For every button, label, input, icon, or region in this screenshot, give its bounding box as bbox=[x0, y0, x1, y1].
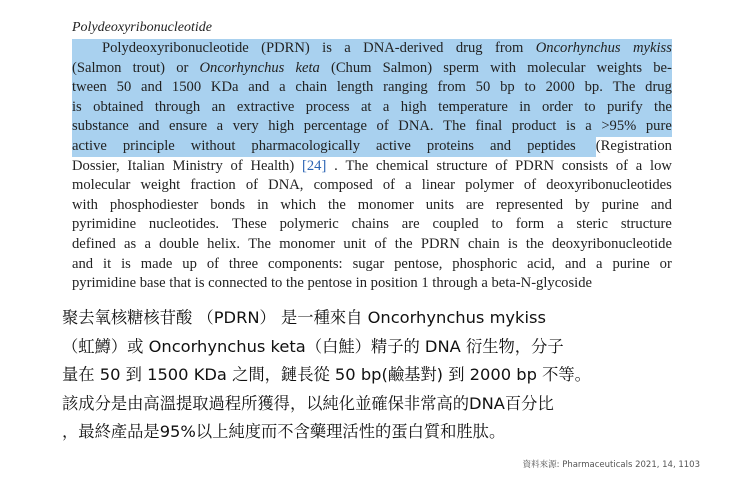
word: polymeric bbox=[279, 216, 339, 233]
word: unit bbox=[343, 235, 367, 252]
word: high bbox=[400, 98, 427, 115]
word: is bbox=[565, 118, 576, 135]
word: sperm bbox=[443, 59, 479, 76]
word: keta bbox=[295, 59, 320, 76]
word: temperature bbox=[438, 98, 508, 115]
text-line bbox=[72, 157, 672, 177]
word: are bbox=[466, 196, 484, 213]
word: be- bbox=[653, 59, 672, 76]
word: phosphodiester bbox=[109, 196, 199, 213]
word: structure bbox=[620, 216, 672, 233]
word: coupled bbox=[432, 216, 479, 233]
word: (Salmon bbox=[72, 59, 122, 76]
highlighted-text-line bbox=[72, 39, 672, 59]
word: the bbox=[654, 98, 672, 115]
text-line bbox=[72, 235, 672, 255]
word: a bbox=[344, 40, 351, 56]
word: PDRN bbox=[515, 157, 555, 174]
word: or bbox=[176, 59, 189, 76]
word: molecular bbox=[527, 59, 586, 76]
word: consists bbox=[561, 157, 609, 174]
word: and bbox=[248, 79, 270, 96]
excerpt-paragraph bbox=[72, 39, 672, 294]
word: a bbox=[216, 118, 224, 135]
word: trout) bbox=[132, 59, 166, 76]
word: pharmacologically bbox=[251, 137, 361, 154]
word: the bbox=[328, 196, 346, 213]
word: the bbox=[394, 235, 413, 252]
word: pyrimidine bbox=[72, 216, 137, 233]
word: form bbox=[515, 216, 545, 233]
chinese-translation bbox=[62, 304, 702, 447]
word: These bbox=[231, 216, 267, 233]
word: peptides bbox=[527, 137, 576, 154]
word: 1500 bbox=[171, 79, 202, 96]
word: without bbox=[190, 137, 236, 154]
word: from bbox=[494, 40, 524, 56]
word: Salmon) bbox=[382, 59, 433, 76]
word: phosphoric bbox=[452, 255, 518, 272]
word: of bbox=[206, 255, 219, 272]
text-line bbox=[72, 255, 672, 275]
word: and bbox=[141, 79, 163, 96]
word: of bbox=[615, 157, 629, 174]
word: Health) bbox=[250, 157, 295, 174]
word: Oncorhynchus bbox=[535, 40, 621, 56]
word: three bbox=[228, 255, 259, 272]
highlighted-text-line bbox=[72, 137, 672, 157]
word: of bbox=[376, 118, 389, 135]
word: very bbox=[232, 118, 259, 135]
word: fraction bbox=[190, 177, 236, 194]
word: a bbox=[635, 157, 643, 174]
word: is bbox=[72, 98, 82, 115]
word: obtained bbox=[93, 98, 144, 115]
highlighted-text-line bbox=[72, 59, 672, 79]
word: DNA-derived bbox=[363, 40, 444, 56]
word: through bbox=[154, 98, 201, 115]
source-citation: 資料來源: Pharmaceuticals 2021, 14, 1103 bbox=[522, 460, 700, 470]
word: active bbox=[376, 137, 411, 154]
highlighted-text-line bbox=[72, 117, 672, 137]
word: of bbox=[230, 157, 243, 174]
highlighted-text-line bbox=[72, 78, 672, 98]
word: of bbox=[382, 177, 396, 194]
word: to bbox=[524, 79, 536, 96]
word: The bbox=[612, 79, 636, 96]
word: Polydeoxyribonucleotide bbox=[102, 40, 249, 56]
word: purine bbox=[601, 196, 639, 213]
word: percentage bbox=[303, 118, 367, 135]
reference-link[interactable]: [24] bbox=[301, 157, 327, 174]
word: a bbox=[585, 118, 592, 135]
word: which bbox=[280, 196, 317, 213]
word: nucleotides. bbox=[148, 216, 220, 233]
word: a bbox=[596, 255, 603, 272]
word: chemical bbox=[375, 157, 429, 174]
word: in bbox=[257, 196, 269, 213]
word: in bbox=[519, 98, 531, 115]
word: Ministry bbox=[172, 157, 223, 174]
word: by bbox=[575, 196, 590, 213]
word: process bbox=[305, 98, 350, 115]
word: linear bbox=[421, 177, 456, 194]
word: substance bbox=[72, 118, 129, 135]
word: of bbox=[523, 177, 537, 194]
word: Oncorhynchus bbox=[199, 59, 285, 76]
word: at bbox=[360, 98, 372, 115]
word: 2000 bbox=[545, 79, 575, 96]
word: tween bbox=[72, 79, 107, 96]
word: pyrimidine base that is connected to the pentose in position 1 through a beta-N-glycoside bbox=[72, 275, 592, 292]
word: chains bbox=[351, 216, 389, 233]
word: structure bbox=[436, 157, 488, 174]
word: is bbox=[322, 40, 332, 56]
word: DNA, bbox=[268, 177, 304, 194]
word: of bbox=[495, 157, 508, 174]
word: a bbox=[382, 98, 390, 115]
word: The bbox=[443, 118, 466, 135]
word: drug bbox=[455, 40, 483, 56]
word: deoxyribonucleotides bbox=[546, 177, 672, 194]
word: represented bbox=[495, 196, 564, 213]
word: purine bbox=[612, 255, 650, 272]
word: The bbox=[248, 235, 271, 252]
word: it bbox=[103, 255, 112, 272]
word: mykiss bbox=[632, 40, 672, 56]
word: polymer bbox=[465, 177, 514, 194]
word: low bbox=[650, 157, 672, 174]
word: or bbox=[659, 255, 672, 272]
word: bp bbox=[500, 79, 515, 96]
word: monomer bbox=[279, 235, 336, 252]
word: principle bbox=[122, 137, 175, 154]
word: double bbox=[159, 235, 199, 252]
word: bonds bbox=[210, 196, 246, 213]
word: a bbox=[405, 177, 412, 194]
word: drug bbox=[645, 79, 672, 96]
word: deoxyribonucleotide bbox=[551, 235, 672, 252]
word: helix. bbox=[207, 235, 240, 252]
word: Italian bbox=[127, 157, 165, 174]
word: DNA. bbox=[398, 118, 434, 135]
word: KDa bbox=[210, 79, 239, 96]
word: chain bbox=[468, 235, 500, 252]
word: a bbox=[279, 79, 286, 96]
word: bp. bbox=[584, 79, 603, 96]
word: is bbox=[121, 255, 131, 272]
word: length bbox=[336, 79, 374, 96]
word: (Chum bbox=[330, 59, 372, 76]
word: and bbox=[138, 118, 160, 135]
word: as bbox=[124, 235, 137, 252]
word: >95% bbox=[601, 118, 637, 135]
text-line bbox=[72, 274, 672, 294]
word: of bbox=[374, 235, 387, 252]
word: made bbox=[140, 255, 173, 272]
word: are bbox=[401, 216, 420, 233]
word: sugar bbox=[352, 255, 385, 272]
word: extractive bbox=[236, 98, 295, 115]
word: (PDRN) bbox=[261, 40, 310, 56]
word: 50 bbox=[116, 79, 132, 96]
word: proteins bbox=[426, 137, 474, 154]
word: 50 bbox=[475, 79, 491, 96]
word: defined bbox=[72, 235, 116, 252]
section-title: Polydeoxyribonucleotide bbox=[72, 20, 212, 35]
word: to bbox=[491, 216, 503, 233]
word: composed bbox=[313, 177, 373, 194]
word: pentose, bbox=[394, 255, 443, 272]
word: chain bbox=[295, 79, 328, 96]
word: product bbox=[511, 118, 557, 135]
word: molecular bbox=[72, 177, 131, 194]
word: Dossier, bbox=[72, 157, 120, 174]
word: weights bbox=[596, 59, 643, 76]
word: weight bbox=[140, 177, 181, 194]
word: units bbox=[425, 196, 455, 213]
word: The bbox=[345, 157, 369, 174]
text-line bbox=[72, 176, 672, 196]
word: active bbox=[72, 137, 107, 154]
word: ranging bbox=[383, 79, 428, 96]
word: high bbox=[268, 118, 295, 135]
word: with bbox=[72, 196, 98, 213]
word: up bbox=[182, 255, 197, 272]
word: acid, bbox=[527, 255, 556, 272]
word: is bbox=[507, 235, 518, 252]
word: pure bbox=[645, 118, 672, 135]
translation-line: 量在 50 到 1500 KDa 之間，鏈長從 50 bp(鹼基對) 到 2000 bp 不等。 bbox=[62, 365, 591, 385]
translation-line: 該成分是由高溫提取過程所獲得，以純化並確保非常高的DNA百分比 bbox=[62, 393, 554, 413]
text-line bbox=[72, 215, 672, 235]
translation-line: （虹鱒）或 Oncorhynchus keta（白鮭）精子的 DNA 衍生物，分子 bbox=[62, 336, 564, 356]
word: purify bbox=[606, 98, 643, 115]
word: ensure bbox=[168, 118, 208, 135]
word: from bbox=[437, 79, 466, 96]
word: an bbox=[211, 98, 226, 115]
word: and bbox=[72, 255, 94, 272]
word: (Registration bbox=[596, 137, 672, 157]
text-line bbox=[72, 196, 672, 216]
word: steric bbox=[576, 216, 608, 233]
highlighted-text-line bbox=[72, 98, 672, 118]
word: with bbox=[490, 59, 517, 76]
english-excerpt bbox=[72, 18, 672, 294]
word: to bbox=[584, 98, 596, 115]
word: PDRN bbox=[420, 235, 460, 252]
translation-line: 聚去氧核糖核苷酸 （PDRN） 是一種來自 Oncorhynchus mykiss bbox=[62, 308, 546, 327]
word: monomer bbox=[357, 196, 414, 213]
word: the bbox=[525, 235, 544, 252]
word: and bbox=[650, 196, 672, 213]
translation-line: ，最終產品是95%以上純度而不含藥理活性的蛋白質和胜肽。 bbox=[62, 422, 506, 442]
word: order bbox=[542, 98, 573, 115]
word: of bbox=[245, 177, 259, 194]
word: final bbox=[475, 118, 503, 135]
word: a bbox=[557, 216, 564, 233]
word: a bbox=[144, 235, 151, 252]
word: components: bbox=[268, 255, 343, 272]
word: and bbox=[489, 137, 512, 154]
word: . bbox=[334, 157, 338, 174]
word: and bbox=[565, 255, 587, 272]
